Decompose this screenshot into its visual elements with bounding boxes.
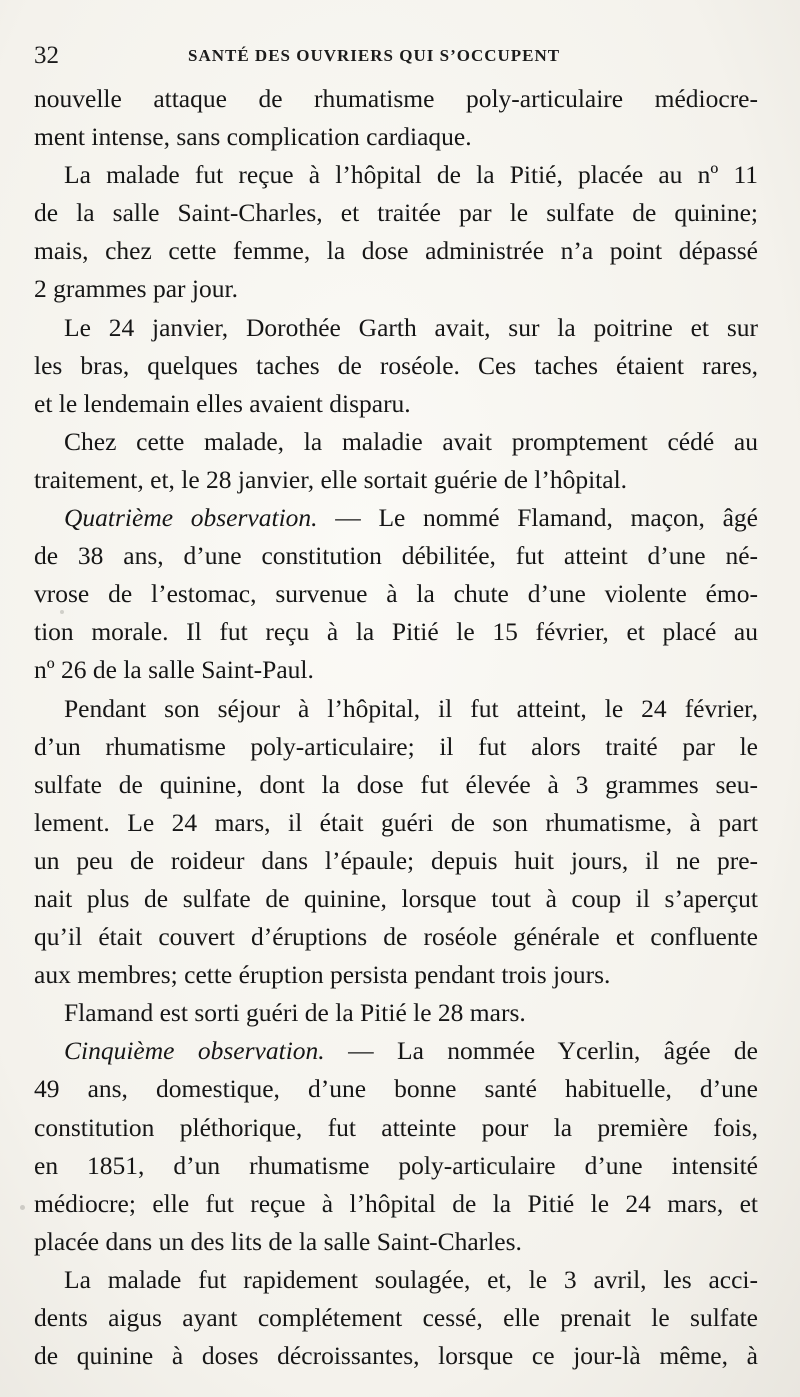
text-line: les bras, quelques taches de roséole. Ces taches étaient rares, (34, 350, 758, 380)
text-line: Flamand est sorti guéri de la Pitié le 28 mars. (64, 998, 526, 1028)
text-line: un peu de roideur dans l’épaule; depuis huit jours, il ne pre- (34, 845, 758, 875)
text-line: Le 24 janvier, Dorothée Garth avait, sur la poitrine et sur (64, 312, 758, 342)
page-number: 32 (34, 42, 59, 69)
text-line: Pendant son séjour à l’hôpital, il fut atteint, le 24 février, (64, 693, 758, 723)
text-line: lement. Le 24 mars, il était guéri de son rhumatisme, à part (34, 807, 758, 837)
page-header (28, 38, 772, 78)
paper-speck (60, 610, 64, 614)
text-line: nait plus de sulfate de quinine, lorsque tout à coup il s’aperçut (34, 883, 758, 913)
body-text (34, 80, 758, 1375)
text-line: nouvelle attaque de rhumatisme poly-articulaire médiocre- (34, 84, 758, 113)
text-line: de la salle Saint-Charles, et traitée par le sulfate de quinine; (34, 198, 758, 228)
text-line: vrose de l’estomac, survenue à la chute d’une violente émo- (34, 579, 758, 609)
text-line: tion morale. Il fut reçu à la Pitié le 15 février, et placé au (34, 617, 758, 647)
text-line: La malade fut rapidement soulagée, et, le 3 avril, les acci- (64, 1264, 758, 1294)
text-line: Quatrième observation. — Le nommé Flamand, maçon, âgé (64, 503, 758, 533)
text-line: constitution pléthorique, fut atteinte pour la première fois, (34, 1112, 758, 1142)
text-line: médiocre; elle fut reçue à l’hôpital de la Pitié le 24 mars, et (34, 1188, 758, 1218)
paper-speck (20, 1205, 25, 1210)
text-line: et le lendemain elles avaient disparu. (34, 388, 411, 418)
text-line: 2 grammes par jour. (34, 274, 238, 304)
running-head: SANTÉ DES OUVRIERS QUI S’OCCUPENT (188, 46, 561, 65)
text-line: d’un rhumatisme poly-articulaire; il fut alors traité par le (34, 731, 758, 761)
text-line: mais, chez cette femme, la dose administrée n’a point dépassé (34, 236, 758, 266)
text-line: 49 ans, domestique, d’une bonne santé habituelle, d’une (34, 1074, 758, 1104)
text-line: sulfate de quinine, dont la dose fut élevée à 3 grammes seu- (34, 769, 758, 799)
text-line: Cinquième observation. — La nommée Ycerlin, âgée de (64, 1036, 758, 1066)
observation-heading: Cinquième observation. (64, 1036, 325, 1066)
text-line: traitement, et, le 28 janvier, elle sortait guérie de l’hôpital. (34, 464, 628, 494)
observation-heading: Quatrième observation. (64, 503, 318, 533)
text-line: Chez cette malade, la maladie avait promptement cédé au (64, 426, 758, 456)
text-line: qu’il était couvert d’éruptions de roséole générale et confluente (34, 922, 758, 952)
text-line: de quinine à doses décroissantes, lorsque ce jour-là même, à (34, 1341, 758, 1371)
text-line: dents aigus ayant complétement cessé, elle prenait le sulfate (34, 1303, 758, 1332)
text-line: placée dans un des lits de la salle Saint-Charles. (34, 1226, 522, 1256)
text-line: ment intense, sans complication cardiaque. (34, 122, 472, 152)
text-line: La malade fut reçue à l’hôpital de la Pitié, placée au nº 11 (64, 160, 758, 190)
paper-speck (705, 215, 708, 218)
text-line: de 38 ans, d’une constitution débilitée, fut atteint d’une né- (34, 541, 758, 571)
text-line: en 1851, d’un rhumatisme poly-articulaire d’une intensité (34, 1150, 758, 1180)
text-line: aux membres; cette éruption persista pendant trois jours. (34, 960, 611, 990)
text-line: nº 26 de la salle Saint-Paul. (34, 655, 314, 685)
